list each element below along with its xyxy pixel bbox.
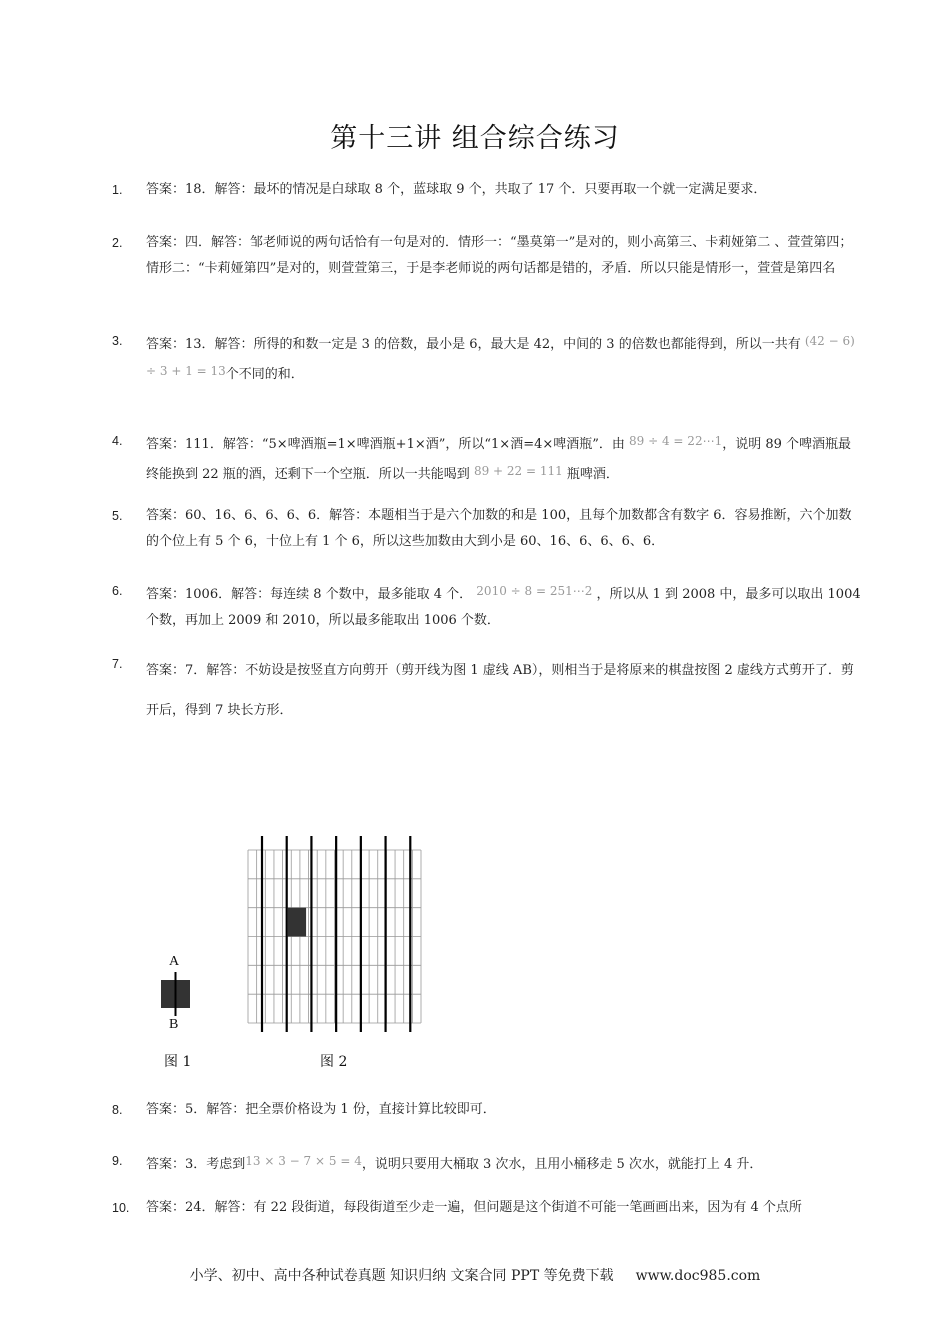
item-number: 2. — [112, 236, 123, 250]
answer-text: 答案：111．解答：“5×啤酒瓶=1×啤酒瓶+1×酒”，所以“1×酒=4×啤酒瓶”．由 — [146, 437, 630, 452]
figure-1-label: 图 1 — [164, 1054, 192, 1070]
answer-text: 答案：5．解答：把全票价格设为 1 份，直接计算比较即可． — [146, 1102, 496, 1117]
footer-url[interactable]: www.doc985.com — [635, 1268, 761, 1284]
item-number: 7. — [112, 657, 123, 671]
item-number: 6. — [112, 584, 123, 598]
item-number: 3. — [112, 334, 123, 348]
shaded-cell — [288, 908, 306, 937]
answer-paragraph — [146, 651, 864, 731]
answer-text: 瓶啤酒． — [562, 467, 619, 482]
item-number: 5. — [112, 509, 123, 523]
page-title: 第十三讲 组合综合练习 — [330, 123, 620, 154]
answer-paragraph — [146, 578, 864, 634]
math-expression: (42 − 6) ÷ 3 + 1 = 13 — [146, 334, 855, 378]
answer-paragraph — [146, 328, 864, 388]
answer-text: 答案：四．解答：邹老师说的两句话恰有一句是对的．情形一：“墨莫第一”是对的，则小高第三、卡莉娅第二 、萱萱第四；情形二：“卡莉娅第四”是对的，则萱萱第三，于是李老师说的两句话都是错的，矛盾．所以只能是情形一，萱萱是第四名 — [146, 235, 853, 276]
point-a-label: A — [169, 954, 180, 969]
answer-text: 答案：3．考虑到 — [146, 1157, 246, 1172]
math-expression: 89 + 22 = 111 — [473, 464, 563, 478]
figure-2-grid — [240, 836, 430, 1032]
answer-text: ，说明 89 个啤酒瓶最终能换到 22 瓶的酒，还剩下一个空瓶．所以一共能喝到 — [146, 437, 852, 482]
answer-paragraph — [146, 1148, 864, 1178]
answer-text: 个不同的和． — [225, 367, 304, 382]
answer-text: 答案：7．解答：不妨设是按竖直方向剪开（剪开线为图 1 虚线 AB），则相当于是将原来的棋盘按图 2 虚线方式剪开了．剪开后，得到 7 块长方形． — [146, 663, 854, 718]
answer-paragraph — [146, 1097, 864, 1123]
answer-paragraph — [146, 1195, 864, 1221]
item-number: 4. — [112, 434, 123, 448]
answer-text: 答案：60、16、6、6、6、6．解答：本题相当于是六个加数的和是 100，且每个加数都含有数字 6．容易推断，六个加数的个位上有 5 个 6，十位上有 1 个 6，所以这些加数由大到小是 60、16、6、6、6、6． — [146, 508, 852, 549]
answer-paragraph — [146, 177, 864, 203]
point-b-label: B — [169, 1017, 179, 1032]
math-expression: 2010 ÷ 8 = 251⋯2 — [476, 584, 593, 598]
footer-text: 小学、初中、高中各种试卷真题 知识归纳 文案合同 PPT 等免费下载 — [189, 1268, 614, 1284]
answer-text: 答案：1006．解答：每连续 8 个数中，最多能取 4 个． — [146, 587, 477, 602]
answer-text: 答案：24．解答：有 22 段街道，每段街道至少走一遍，但问题是这个街道不可能一笔画画出来，因为有 4 个点所 — [146, 1200, 802, 1215]
answer-text: ，说明只要用大桶取 3 次水，且用小桶移走 5 次水，就能打上 4 升． — [361, 1157, 763, 1172]
answer-paragraph — [146, 230, 864, 282]
answer-text: ，所以从 1 到 2008 中，最多可以取出 1004 个数，再加上 2009 和 2010，所以最多能取出 1006 个数． — [146, 587, 861, 628]
answer-text: 答案：18．解答：最坏的情况是白球取 8 个，蓝球取 9 个，共取了 17 个．只要再取一个就一定满足要求． — [146, 182, 767, 197]
figure-2 — [240, 836, 430, 1032]
item-number: 1. — [112, 183, 123, 197]
math-expression: 89 ÷ 4 = 22⋯1 — [629, 434, 723, 448]
item-number: 10. — [112, 1201, 130, 1215]
figure-2-label: 图 2 — [320, 1054, 348, 1070]
math-expression: 13 × 3 − 7 × 5 = 4 — [245, 1154, 362, 1168]
answer-paragraph — [146, 503, 864, 555]
item-number: 8. — [112, 1103, 123, 1117]
answer-text: 答案：13．解答：所得的和数一定是 3 的倍数，最小是 6，最大是 42，中间的 3 的倍数也都能得到，所以一共有 — [146, 337, 805, 352]
item-number: 9. — [112, 1154, 123, 1168]
page-footer — [0, 1265, 950, 1285]
answer-paragraph — [146, 428, 864, 488]
